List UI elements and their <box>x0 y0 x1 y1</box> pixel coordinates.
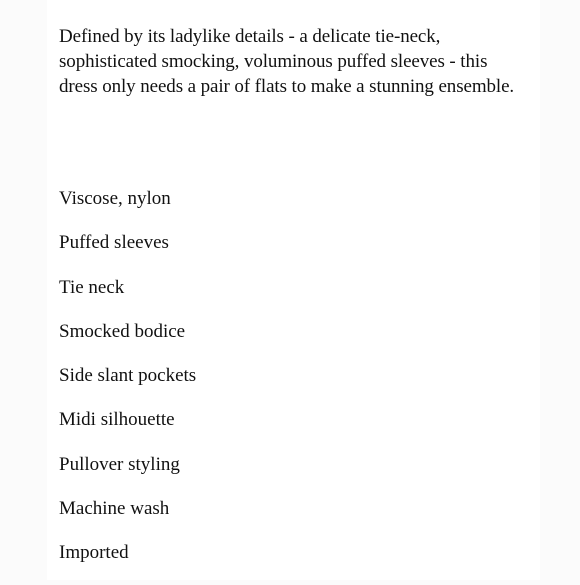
feature-item-bodice: Smocked bodice <box>59 320 186 342</box>
feature-item-silhouette: Midi silhouette <box>59 409 175 431</box>
feature-item-sleeves: Puffed sleeves <box>59 232 169 254</box>
feature-item-care: Machine wash <box>59 498 170 520</box>
feature-item-fabric: Viscose, nylon <box>59 188 171 209</box>
feature-list <box>59 186 196 585</box>
feature-item-neck: Tie neck <box>59 276 125 298</box>
feature-item-origin: Imported <box>59 542 129 564</box>
feature-item-pockets: Side slant pockets <box>59 365 197 387</box>
product-description: Defined by its ladylike details - a delicate tie-neck, sophisticated smocking, voluminous puffed sleeves - this dress only needs a pair of flats to make a stunning ensemble. <box>59 26 515 97</box>
feature-item-styling: Pullover styling <box>59 453 180 475</box>
